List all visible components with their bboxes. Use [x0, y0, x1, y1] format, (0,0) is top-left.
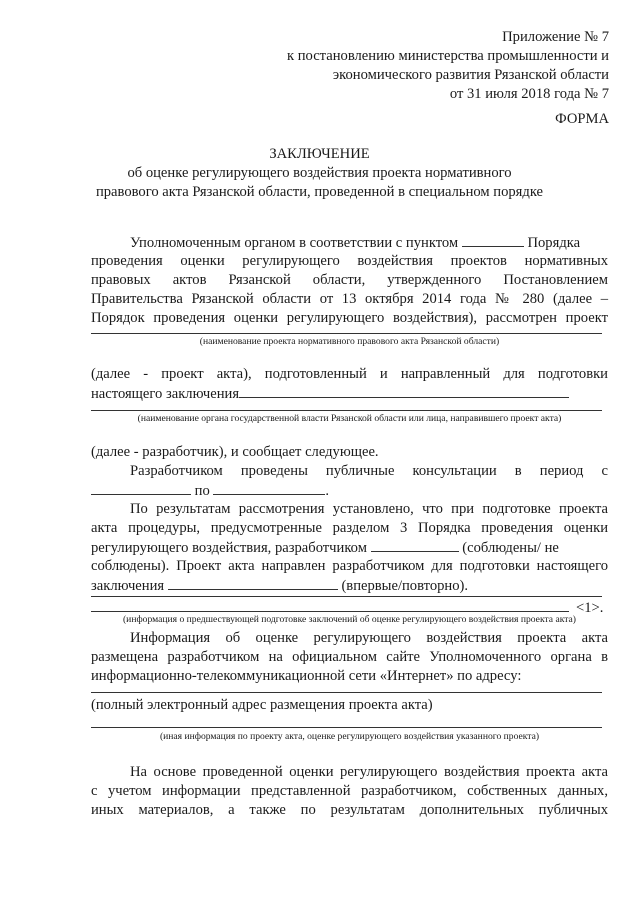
p5-text-c: заключения: [91, 578, 165, 594]
document-subtitle-1: об оценке регулирующего воздействия проекта нормативного: [127, 165, 512, 181]
developer-blank: [239, 384, 569, 398]
p1-text-a: Уполномоченным органом в соответствии с пунктом: [130, 235, 459, 251]
p5-line-1: По результатам рассмотрения установлено, что при подготовке проекта: [130, 501, 608, 517]
p6-line-1: Информация об оценке регулирующего воздействия проекта акта: [130, 630, 608, 646]
project-name-line: [91, 333, 602, 334]
period-from-blank: [91, 481, 191, 495]
document-subtitle-2: правового акта Рязанской области, проведенной в специальном порядке: [95, 184, 544, 200]
p1-line-3: правовых актов Рязанской области, утвержденного Постановлением: [91, 272, 608, 288]
form-label: ФОРМА: [555, 111, 609, 127]
p5-line-3: [91, 538, 608, 558]
prior-info-line-2: [91, 611, 569, 612]
p6-line-2: размещена разработчиком на официальном сайте Уполномоченного органа в: [91, 649, 608, 665]
prior-info-line-1: [91, 596, 602, 597]
header-line-2: к постановлению министерства промышленности и: [287, 48, 609, 64]
p1-line-5: Порядок проведения оценки регулирующего воздействия), рассмотрен проект: [91, 310, 608, 326]
p2-text: настоящего заключения: [91, 386, 240, 402]
header-date: от 31 июля 2018 года № 7: [449, 86, 609, 102]
p2-line-2: [91, 384, 608, 404]
caption-other-info: (иная информация по проекту акта, оценке регулирующего воздействия указанного проекта): [159, 731, 540, 742]
p4-line-1: Разработчиком проведены публичные консультации в период с: [130, 463, 608, 479]
period-to-blank: [213, 481, 325, 495]
p1-line-4: Правительства Рязанской области от 13 октября 2014 года № 280 (далее –: [91, 291, 608, 307]
point-blank: [462, 233, 524, 247]
p5-line-2: акта процедуры, предусмотренные разделом 3 Порядка проведения оценки: [91, 520, 608, 536]
p3-line-1: (далее - разработчик), и сообщает следующее.: [91, 444, 379, 460]
compliance-blank: [371, 538, 459, 552]
caption-developer: (наименование органа государственной власти Рязанской области или лица, направившего проект акта): [137, 413, 562, 424]
footnote-marker: <1>.: [576, 600, 604, 616]
p5-text-b: (соблюдены/ не: [462, 540, 559, 556]
p7-line-3: иных материалов, а также по результатам дополнительных публичных: [91, 802, 608, 818]
p4-end: .: [325, 483, 330, 499]
p5-line-5: [91, 576, 608, 596]
other-info-line: [91, 727, 602, 728]
submission-blank: [168, 576, 338, 590]
p7-line-2: с учетом информации представленной разработчиком, собственных данных,: [91, 783, 608, 799]
developer-name-line: [91, 410, 602, 411]
appendix-number: Приложение № 7: [502, 29, 609, 45]
p1-line-2: проведения оценки регулирующего воздействия проектов нормативных: [91, 253, 608, 269]
caption-project-name: (наименование проекта нормативного правового акта Рязанской области): [199, 336, 500, 347]
p4-by: по: [194, 483, 210, 499]
p2-line-1: (далее - проект акта), подготовленный и направленный для подготовки: [91, 366, 608, 382]
p5-text-a: регулирующего воздействия, разработчиком: [91, 540, 367, 556]
address-line: [91, 692, 602, 693]
document-title: ЗАКЛЮЧЕНИЕ: [269, 146, 370, 162]
p4-line-2: [91, 481, 608, 501]
p5-text-d: (впервые/повторно).: [341, 578, 469, 594]
caption-web-address: (полный электронный адрес размещения проекта акта): [91, 697, 433, 713]
caption-prior-info: (информация о предшествующей подготовке заключений об оценке регулирующего воздействия проекта акта): [122, 614, 577, 625]
p1-text-b: Порядка: [527, 235, 581, 251]
p5-line-4: соблюдены). Проект акта направлен разработчиком для подготовки настоящего: [91, 558, 608, 574]
header-line-3: экономического развития Рязанской области: [332, 67, 609, 83]
p1-line-1: [130, 233, 608, 253]
p6-line-3: информационно-телекоммуникационной сети «Интернет» по адресу:: [91, 668, 522, 684]
p7-line-1: На основе проведенной оценки регулирующего воздействия проекта акта: [130, 764, 608, 780]
